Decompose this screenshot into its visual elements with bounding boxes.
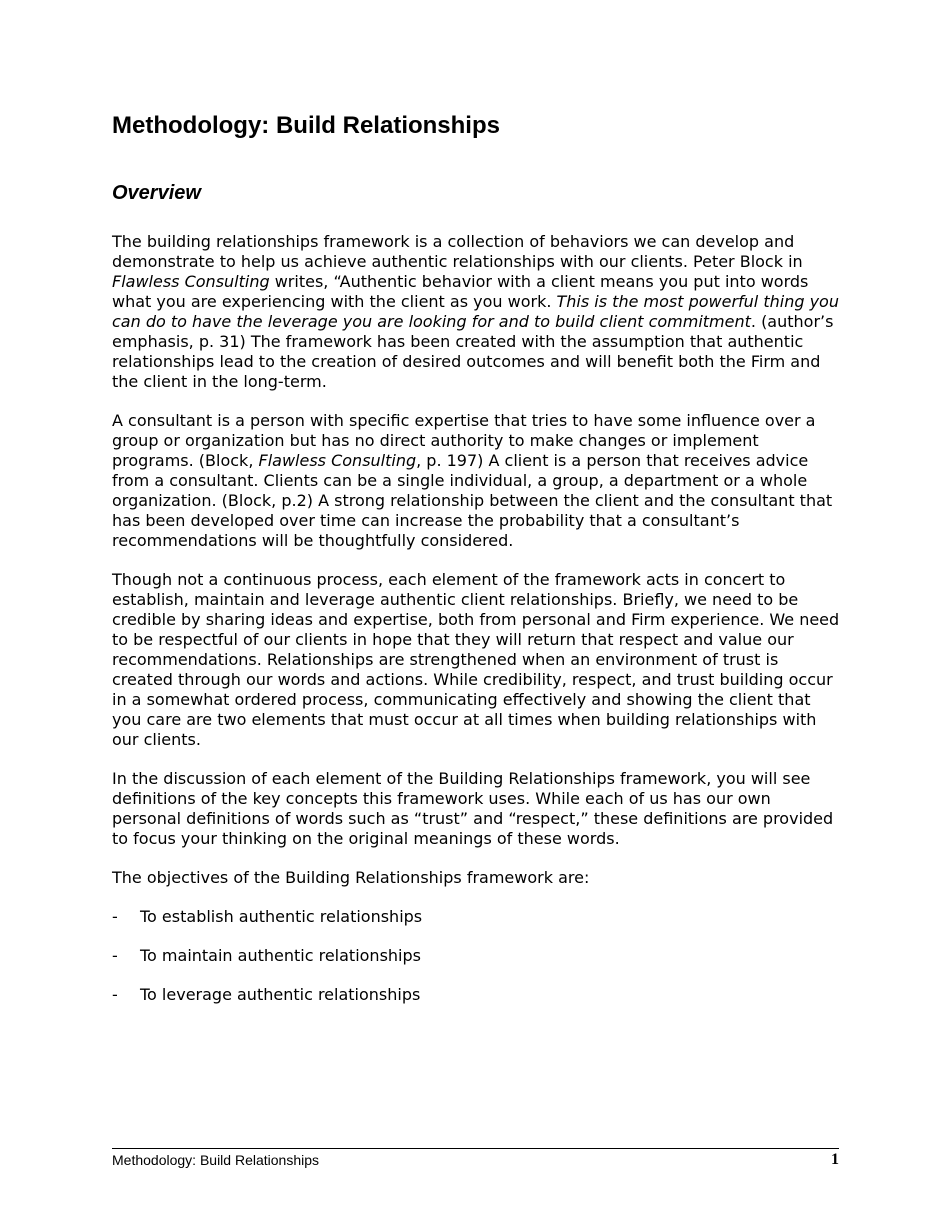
paragraph-2: A consultant is a person with specific expertise that tries to have some influence over a group or organization but has no direct authority to make changes or implement programs. (Block, Flawless Consulting, p. 197) A client is a person that receives advice from a consultant. Clients can be a single individual, a group, a department or a whole organization. (Block, p.2) A strong relationship between the client and the consultant that has been developed over time can increase the probability that a consultant’s recommendations will be thoughtfully considered. [112, 411, 833, 550]
book-title: Flawless Consulting [112, 272, 270, 291]
page-number: 1 [831, 1151, 839, 1168]
objective-text: To maintain authentic relationships [140, 946, 421, 965]
footer-title: Methodology: Build Relationships [112, 1152, 320, 1168]
section-heading-overview: Overview [112, 182, 201, 204]
list-item [112, 985, 840, 1005]
bullet-marker: - [112, 907, 118, 926]
paragraph-1: The building relationships framework is a collection of behaviors we can develop and demonstrate to help us achieve authentic relationships with our clients. Peter Block in Flawless Consulting writes, “Authentic behavior with a client means you put into words what you are experiencing with the client as you work. This is the most powerful thing you can do to have the leverage you are looking for and to build client commitment. (author’s emphasis, p. 31) The framework has been created with the assumption that authentic relationships lead to the creation of desired outcomes and will benefit both the Firm and the client in the long-term. [112, 232, 839, 391]
list-item [112, 946, 840, 966]
book-title: Flawless Consulting [258, 451, 417, 470]
objective-text: To leverage authentic relationships [140, 985, 421, 1004]
page-title: Methodology: Build Relationships [112, 112, 500, 139]
bullet-marker: - [112, 946, 118, 965]
footer-divider [112, 1148, 839, 1149]
list-item [112, 907, 840, 927]
emphasized-quote: This is the most powerful thing you can do to have the leverage you are looking for and to build client commitment [112, 292, 839, 331]
paragraph-4: In the discussion of each element of the Building Relationships framework, you will see definitions of the key concepts this framework uses. While each of us has our own personal definitions of words such as “trust” and “respect,” these definitions are provided to focus your thinking on the original meanings of these words. [112, 769, 834, 848]
bullet-marker: - [112, 985, 118, 1004]
body-text [112, 232, 840, 1024]
paragraph-5: The objectives of the Building Relationships framework are: [112, 868, 590, 887]
paragraph-3: Though not a continuous process, each element of the framework acts in concert to establish, maintain and leverage authentic client relationships. Briefly, we need to be credible by sharing ideas and expertise, both from personal and Firm experience. We need to be respectful of our clients in hope that they will return that respect and value our recommendations. Relationships are strengthened when an environment of trust is created through our words and actions. While credibility, respect, and trust building occur in a somewhat ordered process, communicating effectively and showing the client that you care are two elements that must occur at all times when building relationships with our clients. [112, 570, 840, 749]
objective-text: To establish authentic relationships [140, 907, 423, 926]
